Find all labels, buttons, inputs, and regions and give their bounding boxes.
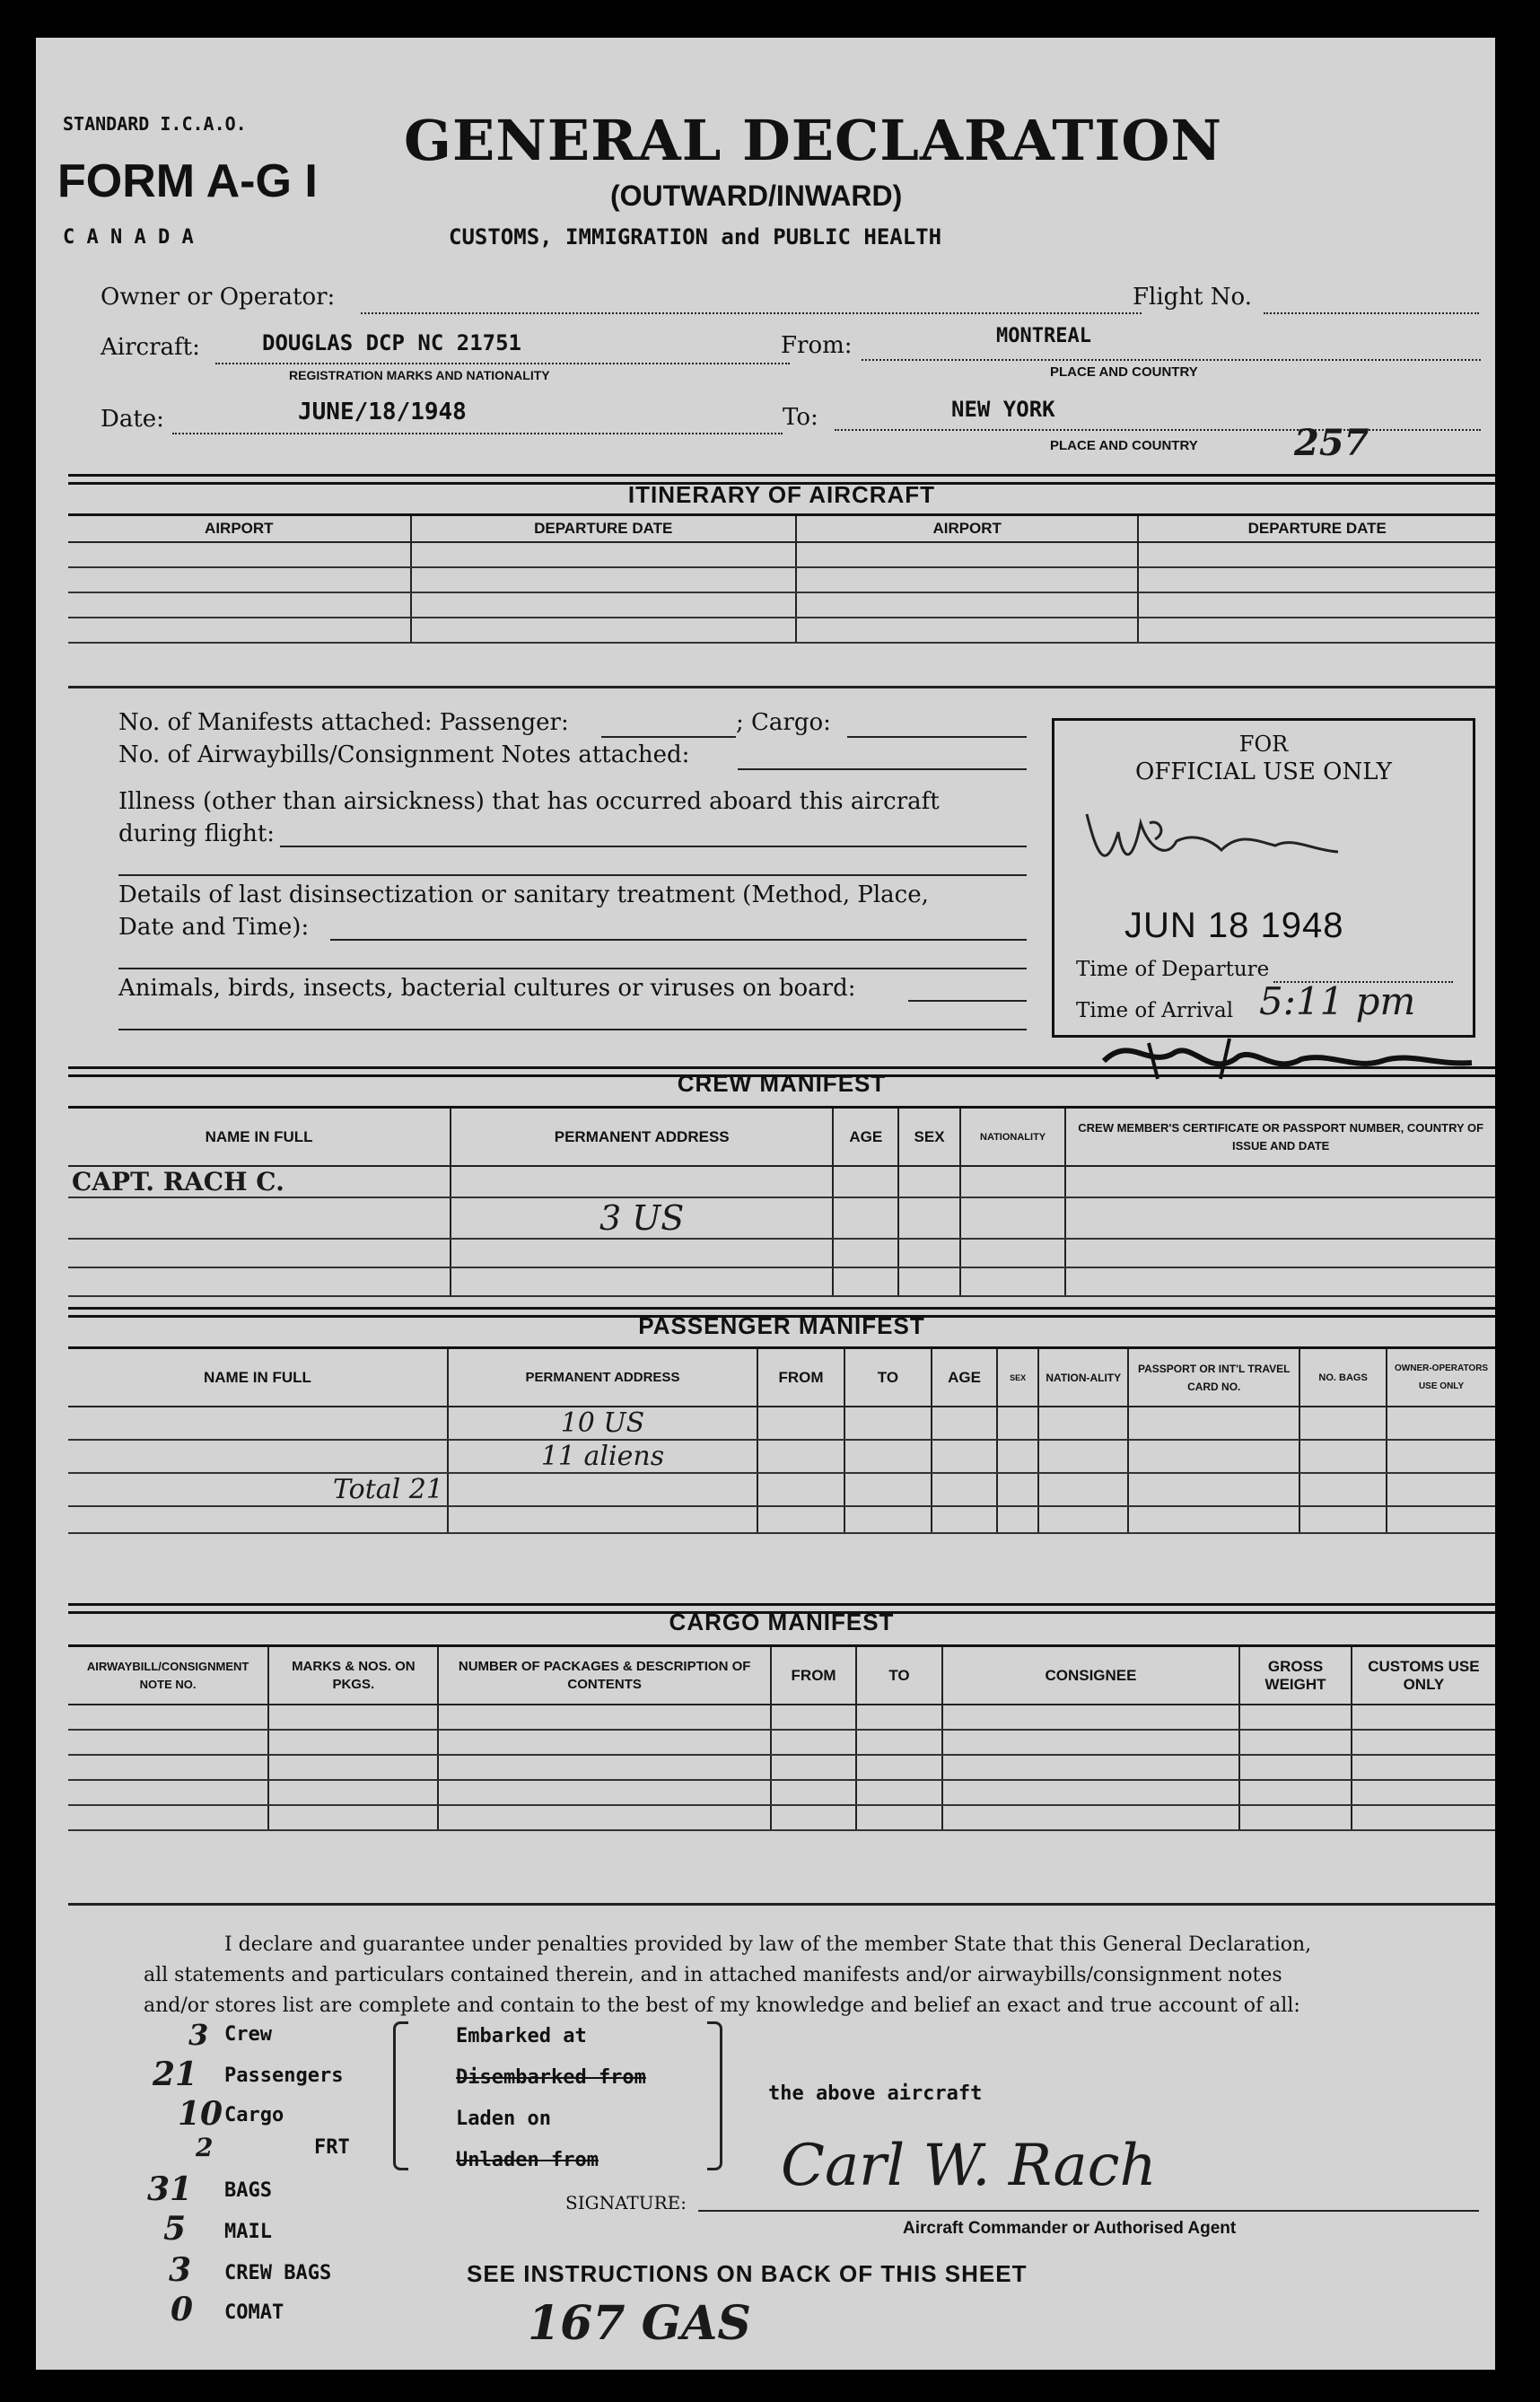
passenger-cell[interactable] xyxy=(844,1473,932,1506)
crew-header-nationality: NATIONALITY xyxy=(960,1109,1066,1166)
cargo-cell[interactable] xyxy=(68,1755,268,1780)
date-value: JUNE/18/1948 xyxy=(298,399,467,425)
itinerary-cell[interactable] xyxy=(68,592,411,618)
cargo-cell[interactable] xyxy=(68,1805,268,1830)
passenger-header-to: TO xyxy=(844,1349,932,1407)
passenger-cell[interactable] xyxy=(997,1506,1038,1533)
departure-time-label: Time of Departure xyxy=(1076,958,1270,981)
cargo-cell[interactable] xyxy=(942,1780,1240,1805)
cargo-cell[interactable] xyxy=(268,1780,438,1805)
itinerary-cell[interactable] xyxy=(1138,618,1495,643)
illness-label-2: during flight: xyxy=(118,820,276,847)
right-brace xyxy=(707,2021,722,2170)
itinerary-cell[interactable] xyxy=(68,567,411,592)
crew-cell[interactable] xyxy=(451,1267,833,1296)
cargo-cell[interactable] xyxy=(438,1705,770,1730)
cargo-cell[interactable] xyxy=(1352,1730,1495,1755)
itinerary-cell[interactable] xyxy=(796,592,1139,618)
commander-signature: Carl W. Rach xyxy=(781,2133,1157,2199)
cargo-cell[interactable] xyxy=(1352,1805,1495,1830)
illness-line-2[interactable] xyxy=(118,874,1027,876)
cargo-cell[interactable] xyxy=(942,1755,1240,1780)
official-date-stamp: JUN 18 1948 xyxy=(1124,906,1344,945)
crew-header-age: AGE xyxy=(833,1109,898,1166)
passenger-cell[interactable] xyxy=(844,1440,932,1473)
passenger-cell[interactable] xyxy=(997,1440,1038,1473)
crew-header-name: NAME IN FULL xyxy=(68,1109,451,1166)
cargo-header-weight: GROSS WEIGHT xyxy=(1239,1647,1352,1705)
crew-cell[interactable] xyxy=(898,1267,959,1296)
cargo-cell[interactable] xyxy=(68,1730,268,1755)
owner-label: Owner or Operator: xyxy=(101,284,336,311)
gas-note: 167 GAS xyxy=(528,2296,751,2351)
to-label: To: xyxy=(783,404,818,431)
crew-cell[interactable] xyxy=(960,1239,1066,1267)
cargo-cell[interactable] xyxy=(268,1730,438,1755)
passenger-cell[interactable] xyxy=(932,1506,997,1533)
cargo-cell[interactable] xyxy=(856,1805,941,1830)
count-bags: 31 xyxy=(147,2170,193,2208)
itinerary-cell[interactable] xyxy=(411,592,796,618)
crew-cell[interactable] xyxy=(451,1166,833,1197)
passenger-cell[interactable] xyxy=(1128,1473,1299,1506)
crew-address-cell[interactable]: 3 US xyxy=(451,1197,833,1239)
itinerary-bottom-rule xyxy=(68,686,1495,688)
sheet-number: 257 xyxy=(1294,422,1369,464)
passenger-cell[interactable] xyxy=(1387,1407,1495,1440)
itinerary-cell[interactable] xyxy=(411,618,796,643)
declaration-line-1: I declare and guarantee under penalties provided by law of the member State that this General Declaration, xyxy=(224,1933,1312,1956)
itinerary-header-airport-2: AIRPORT xyxy=(796,516,1139,542)
count-passengers: 21 xyxy=(153,2056,198,2093)
from-value: MONTREAL xyxy=(996,325,1091,347)
signature-line[interactable] xyxy=(698,2210,1479,2212)
option-embarked[interactable]: Embarked at xyxy=(456,2025,587,2047)
official-initials-signature xyxy=(1069,796,1356,886)
agent-label: Aircraft Commander or Authorised Agent xyxy=(903,2219,1237,2238)
country-label: C A N A D A xyxy=(63,226,194,249)
count-mail: 5 xyxy=(163,2210,187,2248)
cargo-header-consignee: CONSIGNEE xyxy=(942,1647,1240,1705)
cargo-cell[interactable] xyxy=(438,1730,770,1755)
passenger-cell[interactable] xyxy=(1387,1506,1495,1533)
passenger-cell[interactable] xyxy=(1299,1407,1387,1440)
passenger-cell[interactable] xyxy=(757,1440,844,1473)
form-subtitle: (OUTWARD/INWARD) xyxy=(610,180,903,212)
count-crew-label: Crew xyxy=(224,2023,272,2046)
passenger-cell[interactable] xyxy=(68,1506,448,1533)
left-brace xyxy=(393,2021,408,2170)
passenger-header-nationality: NATION-ALITY xyxy=(1038,1349,1128,1407)
from-line[interactable] xyxy=(862,359,1481,361)
passenger-cell[interactable] xyxy=(997,1407,1038,1440)
itinerary-cell[interactable] xyxy=(68,618,411,643)
passenger-cell[interactable] xyxy=(1038,1407,1128,1440)
passenger-cell[interactable] xyxy=(1038,1473,1128,1506)
passenger-cell[interactable] xyxy=(844,1407,932,1440)
to-value: NEW YORK xyxy=(951,397,1055,422)
passenger-address-note-2[interactable]: 11 aliens xyxy=(448,1440,757,1473)
count-crew-bags: 3 xyxy=(169,2251,192,2289)
owner-line[interactable] xyxy=(361,312,1142,314)
cargo-cell[interactable] xyxy=(942,1730,1240,1755)
count-comat: 0 xyxy=(171,2291,194,2328)
crew-header-sex: SEX xyxy=(898,1109,959,1166)
passenger-total-note[interactable]: Total 21 xyxy=(68,1473,448,1506)
crew-cell[interactable] xyxy=(1065,1267,1495,1296)
passenger-cell[interactable] xyxy=(844,1506,932,1533)
form-title: GENERAL DECLARATION xyxy=(404,108,1223,173)
crew-cell[interactable] xyxy=(68,1197,451,1239)
passenger-cell[interactable] xyxy=(68,1407,448,1440)
crew-cell[interactable] xyxy=(898,1197,959,1239)
official-title-2: OFFICIAL USE ONLY xyxy=(1135,758,1392,785)
cargo-title: CARGO MANIFEST xyxy=(669,1609,895,1635)
crew-cell[interactable] xyxy=(960,1197,1066,1239)
cargo-cell[interactable] xyxy=(771,1705,856,1730)
crew-cell[interactable] xyxy=(960,1166,1066,1197)
form-number: FORM A-G I xyxy=(57,155,318,207)
aircraft-sub: REGISTRATION MARKS AND NATIONALITY xyxy=(289,368,550,382)
cargo-cell[interactable] xyxy=(771,1780,856,1805)
count-freight-label: FRT xyxy=(314,2136,350,2159)
itinerary-header-airport-1: AIRPORT xyxy=(68,516,411,542)
official-use-box xyxy=(1052,718,1475,1038)
passenger-cell[interactable] xyxy=(757,1506,844,1533)
passenger-header-bags: NO. BAGS xyxy=(1299,1349,1387,1407)
crew-table xyxy=(68,1106,1495,1297)
instructions-note: SEE INSTRUCTIONS ON BACK OF THIS SHEET xyxy=(467,2260,1028,2287)
cargo-cell[interactable] xyxy=(438,1780,770,1805)
crew-cell[interactable] xyxy=(1065,1197,1495,1239)
count-comat-label: COMAT xyxy=(224,2301,284,2324)
cargo-cell[interactable] xyxy=(438,1755,770,1780)
form-scope: CUSTOMS, IMMIGRATION and PUBLIC HEALTH xyxy=(449,224,942,250)
cargo-cell[interactable] xyxy=(856,1730,941,1755)
passenger-cell[interactable] xyxy=(757,1407,844,1440)
itinerary-cell[interactable] xyxy=(68,542,411,567)
cargo-manifests-label: ; Cargo: xyxy=(736,709,831,736)
cargo-cell[interactable] xyxy=(856,1705,941,1730)
declaration-line-3: and/or stores list are complete and contain to the best of my knowledge and belief an exact and true account of all: xyxy=(144,1994,1300,2017)
to-sub: PLACE AND COUNTRY xyxy=(1050,438,1198,453)
passenger-cell[interactable] xyxy=(1387,1473,1495,1506)
passenger-header-passport: PASSPORT OR INT'L TRAVEL CARD NO. xyxy=(1128,1349,1299,1407)
passenger-cell[interactable] xyxy=(997,1473,1038,1506)
aircraft-line[interactable] xyxy=(215,363,790,364)
flight-label: Flight No. xyxy=(1133,284,1252,311)
signature-label: SIGNATURE: xyxy=(565,2192,687,2214)
cargo-cell[interactable] xyxy=(856,1755,941,1780)
passenger-cell[interactable] xyxy=(1128,1506,1299,1533)
airwaybills-label: No. of Airwaybills/Consignment Notes attached: xyxy=(118,741,690,768)
crew-cell[interactable] xyxy=(68,1239,451,1267)
official-title-1: FOR xyxy=(1238,732,1289,757)
cargo-cell[interactable] xyxy=(1352,1780,1495,1805)
crew-cell[interactable] xyxy=(833,1267,898,1296)
cargo-cell[interactable] xyxy=(438,1805,770,1830)
arrival-time-label: Time of Arrival xyxy=(1076,999,1234,1022)
cargo-header-customs: CUSTOMS USE ONLY xyxy=(1352,1647,1495,1705)
itinerary-cell[interactable] xyxy=(796,618,1139,643)
crew-cell[interactable] xyxy=(898,1166,959,1197)
passenger-header-address: PERMANENT ADDRESS xyxy=(448,1349,757,1407)
option-laden[interactable]: Laden on xyxy=(456,2108,551,2130)
to-line[interactable] xyxy=(835,429,1481,431)
count-crew: 3 xyxy=(188,2018,209,2052)
passenger-cell[interactable] xyxy=(1299,1473,1387,1506)
cargo-cell[interactable] xyxy=(1239,1705,1352,1730)
crew-header-certificate: CREW MEMBER'S CERTIFICATE OR PASSPORT NUMBER, COUNTRY OF ISSUE AND DATE xyxy=(1065,1109,1495,1166)
declaration-form xyxy=(36,38,1495,2370)
disinsect-line-2[interactable] xyxy=(118,968,1027,969)
itinerary-cell[interactable] xyxy=(796,542,1139,567)
itinerary-header-date-1: DEPARTURE DATE xyxy=(411,516,796,542)
count-cargo-label: Cargo xyxy=(224,2104,284,2126)
passenger-manifests-line[interactable] xyxy=(601,736,736,738)
cargo-cell[interactable] xyxy=(942,1805,1240,1830)
passenger-title: PASSENGER MANIFEST xyxy=(638,1312,925,1339)
cargo-bottom-rule xyxy=(68,1903,1495,1906)
crew-cell[interactable] xyxy=(451,1239,833,1267)
cargo-cell[interactable] xyxy=(771,1730,856,1755)
crew-name-cell[interactable]: CAPT. RACH C. xyxy=(68,1166,451,1197)
animals-line-2[interactable] xyxy=(118,1029,1027,1030)
cargo-cell[interactable] xyxy=(1352,1705,1495,1730)
passenger-cell[interactable] xyxy=(448,1473,757,1506)
option-unladen[interactable]: Unladen from xyxy=(456,2149,599,2171)
from-sub: PLACE AND COUNTRY xyxy=(1050,364,1198,380)
cargo-cell[interactable] xyxy=(1239,1805,1352,1830)
itinerary-table xyxy=(68,513,1495,644)
crew-header-address: PERMANENT ADDRESS xyxy=(451,1109,833,1166)
arrival-time-value: 5:11 pm xyxy=(1259,979,1416,1023)
animals-line-1[interactable] xyxy=(908,1000,1027,1002)
standard-label: STANDARD I.C.A.O. xyxy=(63,113,247,135)
crew-cell[interactable] xyxy=(68,1267,451,1296)
passenger-table xyxy=(68,1346,1495,1534)
animals-label: Animals, birds, insects, bacterial cultures or viruses on board: xyxy=(118,975,856,1002)
cargo-header-marks: MARKS & NOS. ON PKGS. xyxy=(268,1647,438,1705)
crew-cell[interactable] xyxy=(1065,1239,1495,1267)
passenger-cell[interactable] xyxy=(1038,1440,1128,1473)
crew-cell[interactable] xyxy=(833,1166,898,1197)
passenger-cell[interactable] xyxy=(1299,1440,1387,1473)
itinerary-cell[interactable] xyxy=(1138,592,1495,618)
itinerary-title: ITINERARY OF AIRCRAFT xyxy=(627,481,936,508)
cargo-cell[interactable] xyxy=(856,1780,941,1805)
count-freight: 2 xyxy=(196,2133,214,2162)
count-passengers-label: Passengers xyxy=(224,2064,344,2087)
above-aircraft-text: the above aircraft xyxy=(768,2082,983,2105)
passenger-header-sex: SEX xyxy=(997,1349,1038,1407)
cargo-header-packages: NUMBER OF PACKAGES & DESCRIPTION OF CONTENTS xyxy=(438,1647,770,1705)
count-bags-label: BAGS xyxy=(224,2179,272,2202)
itinerary-cell[interactable] xyxy=(411,542,796,567)
disinsect-label-2: Date and Time): xyxy=(118,914,310,941)
crew-title: CREW MANIFEST xyxy=(677,1070,887,1097)
passenger-cell[interactable] xyxy=(448,1506,757,1533)
aircraft-value: DOUGLAS DCP NC 21751 xyxy=(262,330,521,355)
passenger-cell[interactable] xyxy=(757,1473,844,1506)
cargo-header-airwaybill: AIRWAYBILL/CONSIGNMENT NOTE NO. xyxy=(68,1647,268,1705)
cargo-table xyxy=(68,1644,1495,1831)
from-label: From: xyxy=(781,332,853,359)
passenger-header-from: FROM xyxy=(757,1349,844,1407)
passenger-cell[interactable] xyxy=(932,1440,997,1473)
cargo-cell[interactable] xyxy=(1239,1730,1352,1755)
disinsect-label: Details of last disinsectization or sanitary treatment (Method, Place, xyxy=(118,881,929,908)
crew-cell[interactable] xyxy=(1065,1166,1495,1197)
crew-cell[interactable] xyxy=(833,1239,898,1267)
cargo-cell[interactable] xyxy=(771,1755,856,1780)
cargo-cell[interactable] xyxy=(268,1805,438,1830)
cargo-cell[interactable] xyxy=(1239,1780,1352,1805)
flight-line[interactable] xyxy=(1264,312,1479,314)
cargo-cell[interactable] xyxy=(771,1805,856,1830)
itinerary-header-date-2: DEPARTURE DATE xyxy=(1138,516,1495,542)
crew-cell[interactable] xyxy=(960,1267,1066,1296)
option-disembarked[interactable]: Disembarked from xyxy=(456,2066,646,2089)
cargo-cell[interactable] xyxy=(268,1705,438,1730)
declaration-line-2: all statements and particulars contained therein, and in attached manifests and/or airwaybills/consignment notes xyxy=(144,1964,1282,1986)
itinerary-cell[interactable] xyxy=(1138,542,1495,567)
passenger-cell[interactable] xyxy=(1128,1440,1299,1473)
cargo-cell[interactable] xyxy=(1239,1755,1352,1780)
disinsect-line-1[interactable] xyxy=(330,939,1027,941)
aircraft-label: Aircraft: xyxy=(101,334,200,361)
cargo-cell[interactable] xyxy=(1352,1755,1495,1780)
count-cargo: 10 xyxy=(178,2095,223,2133)
passenger-header-operator: OWNER-OPERATORS USE ONLY xyxy=(1387,1349,1495,1407)
count-mail-label: MAIL xyxy=(224,2221,272,2243)
passenger-cell[interactable] xyxy=(1128,1407,1299,1440)
cargo-manifests-line[interactable] xyxy=(847,736,1027,738)
passenger-cell[interactable] xyxy=(932,1473,997,1506)
cargo-cell[interactable] xyxy=(68,1705,268,1730)
cargo-header-from: FROM xyxy=(771,1647,856,1705)
passenger-header-name: NAME IN FULL xyxy=(68,1349,448,1407)
illness-line-1[interactable] xyxy=(280,846,1027,847)
itinerary-cell[interactable] xyxy=(411,567,796,592)
cargo-cell[interactable] xyxy=(68,1780,268,1805)
cargo-cell[interactable] xyxy=(268,1755,438,1780)
passenger-cell[interactable] xyxy=(1299,1506,1387,1533)
passenger-cell[interactable] xyxy=(1038,1506,1128,1533)
passenger-cell[interactable] xyxy=(1387,1440,1495,1473)
cargo-cell[interactable] xyxy=(942,1705,1240,1730)
illness-label: Illness (other than airsickness) that has occurred aboard this aircraft xyxy=(118,788,940,815)
airwaybills-line[interactable] xyxy=(738,768,1027,770)
cargo-header-to: TO xyxy=(856,1647,941,1705)
passenger-address-note-1[interactable]: 10 US xyxy=(448,1407,757,1440)
manifests-label: No. of Manifests attached: Passenger: xyxy=(118,709,569,736)
itinerary-cell[interactable] xyxy=(1138,567,1495,592)
itinerary-cell[interactable] xyxy=(796,567,1139,592)
date-line[interactable] xyxy=(172,433,783,434)
crew-cell[interactable] xyxy=(898,1239,959,1267)
count-crew-bags-label: CREW BAGS xyxy=(224,2262,332,2284)
passenger-header-age: AGE xyxy=(932,1349,997,1407)
passenger-cell[interactable] xyxy=(68,1440,448,1473)
crew-cell[interactable] xyxy=(833,1197,898,1239)
date-label: Date: xyxy=(101,406,164,433)
passenger-cell[interactable] xyxy=(932,1407,997,1440)
